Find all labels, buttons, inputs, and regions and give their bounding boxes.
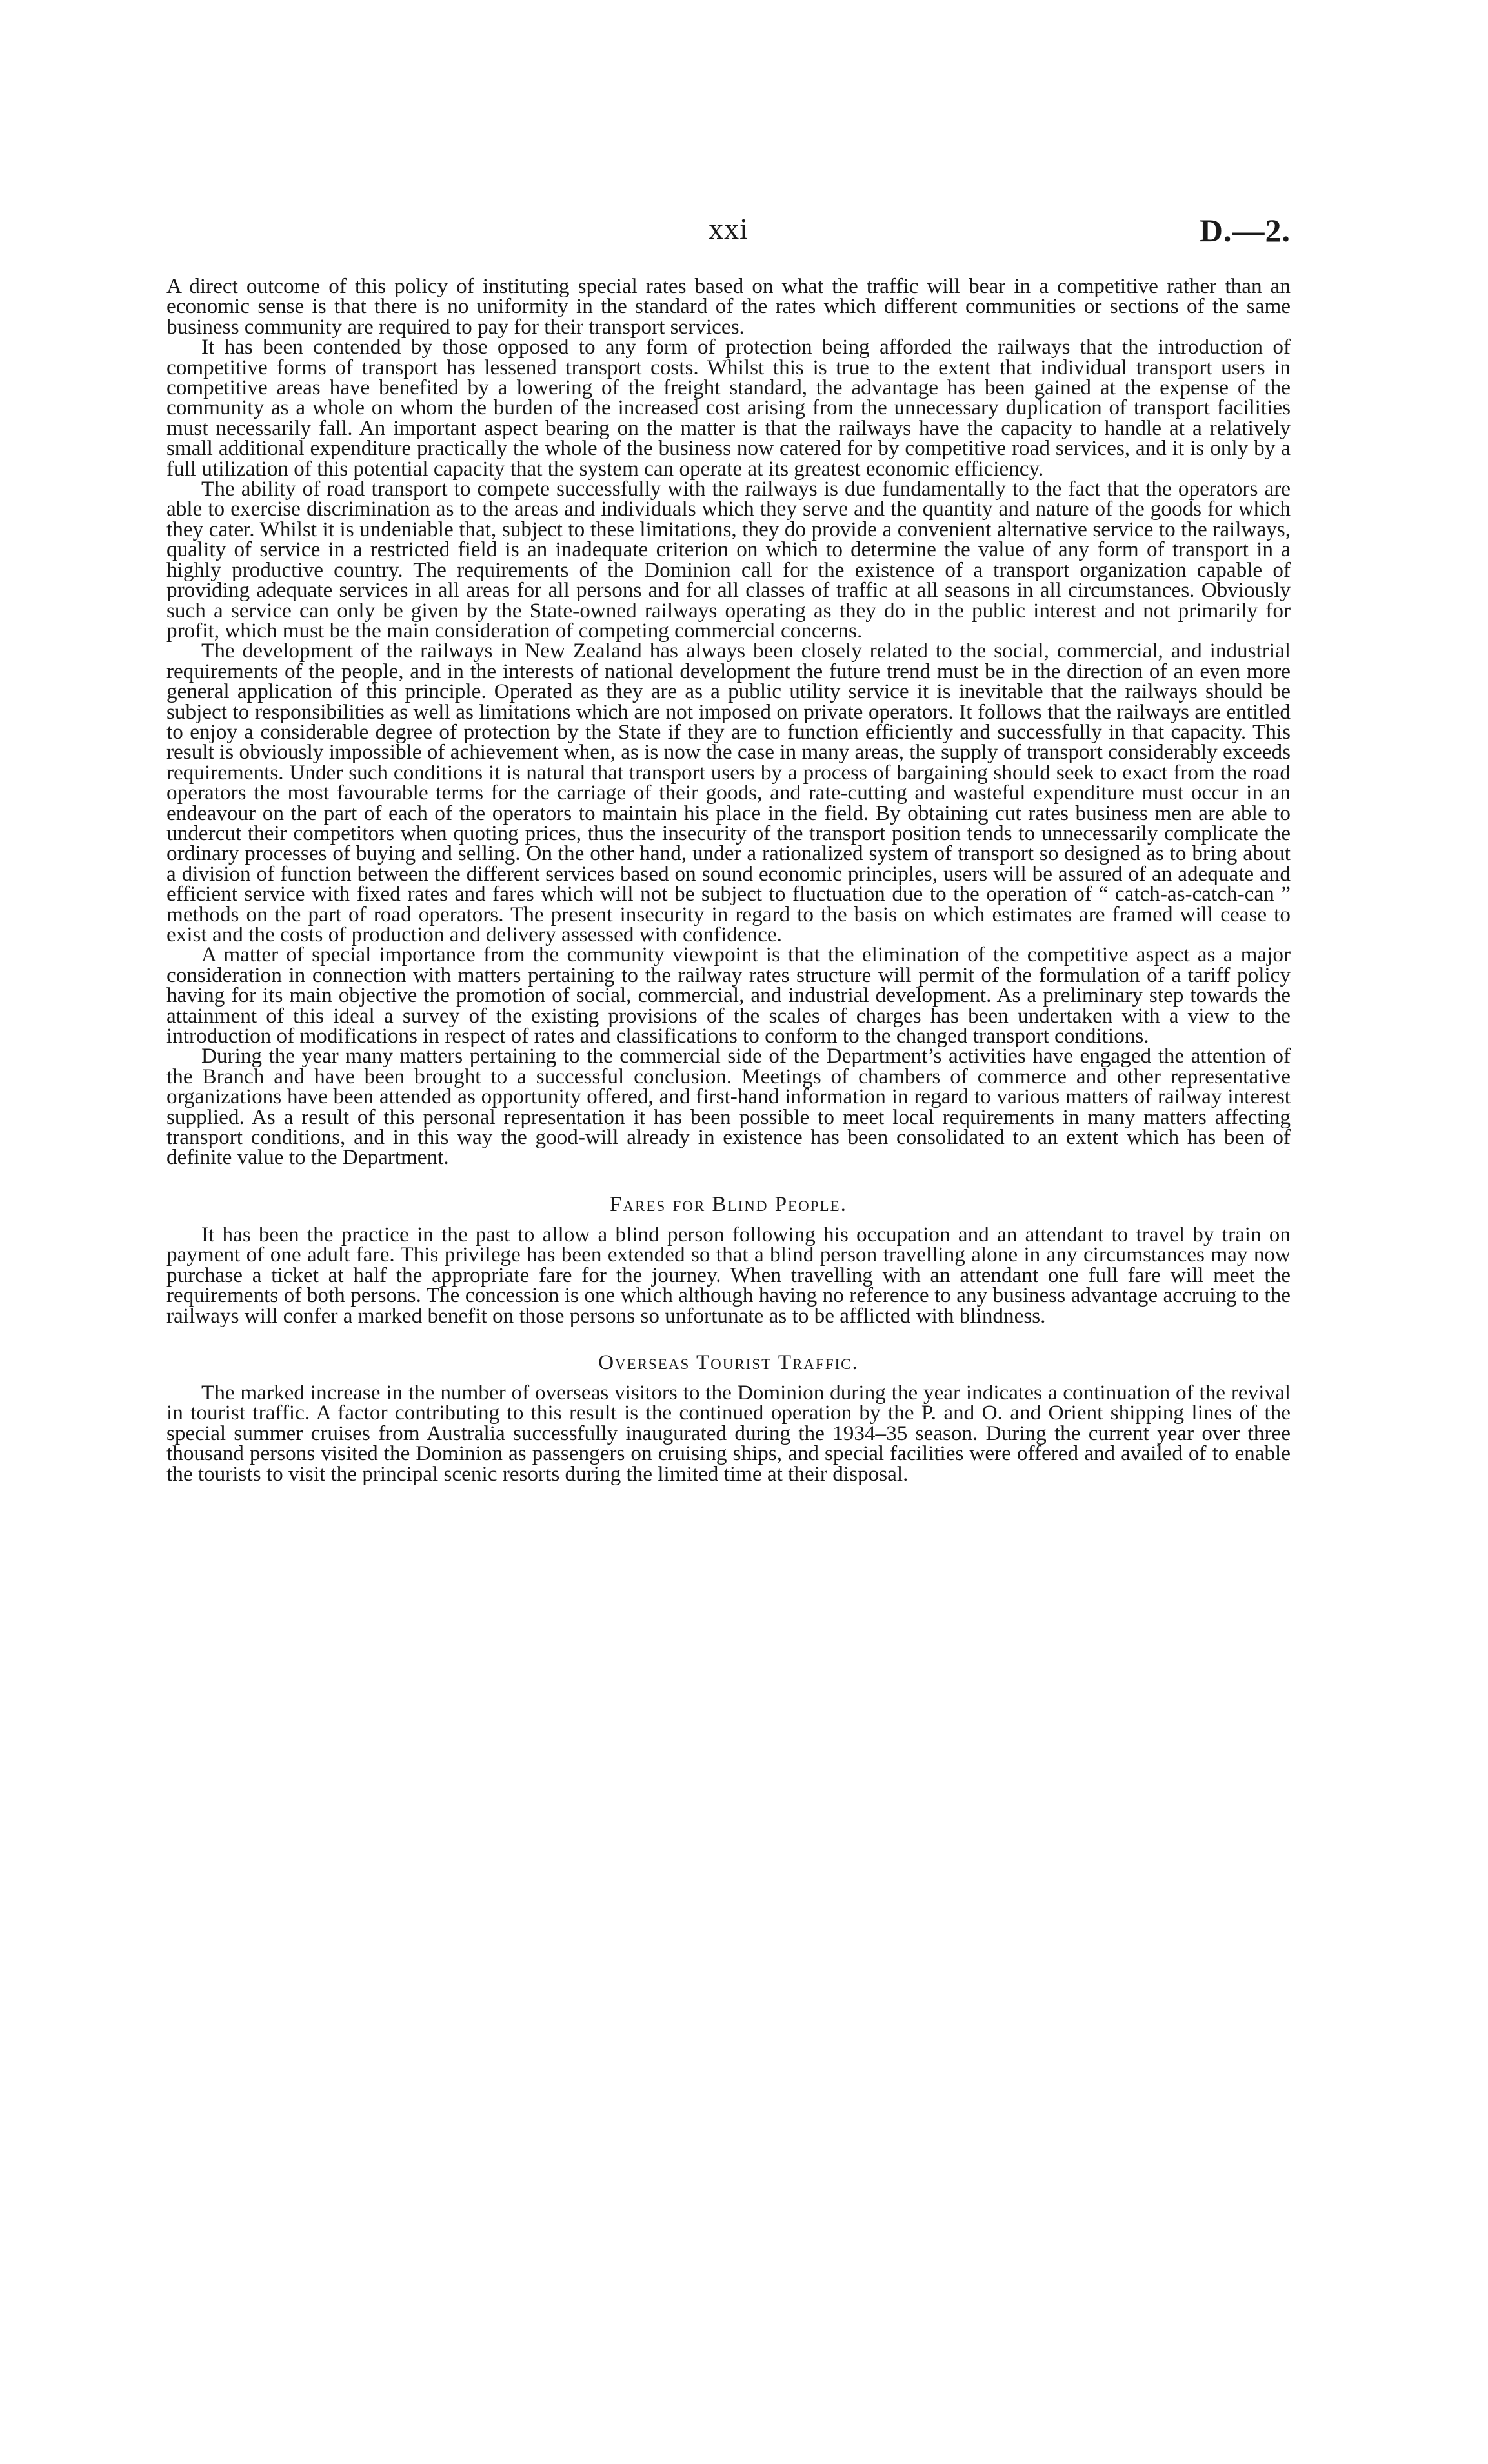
paragraph: It has been contended by those opposed to any form of protection being afforded the railways that the introduction of competitive forms of transport has lessened transport costs. Whilst this is true to the extent that individual transport users in competitive areas have benefited by a lowering of the freight standard, the advantage has been gained at the expense of the community as a whole on whom the burden of the increased cost arising from the unnecessary duplication of transport facilities must necessarily fall. An important aspect bearing on the matter is that the railways have the capacity to handle at a relatively small additional expenditure practically the whole of the business now catered for by competitive road services, and it is only by a full utilization of this potential capacity that the system can operate at its greatest economic efficiency. (166, 335, 1291, 481)
document-reference: D.—2. (1199, 212, 1291, 248)
paragraph: The development of the railways in New Zealand has always been closely related to the social, commercial, and industrial requirements of the people, and in the interests of national development the future trend must be in the direction of an even more general application of this principle. Operated as they are as a public utility service it is inevitable that the railways should be subject to responsibilities as well as limitations which are not imposed on private operators. It follows that the railways are entitled to enjoy a considerable degree of protection by the State if they are to function efficiently and successfully in that capacity. This result is obviously impossible of achievement when, as is now the case in many areas, the supply of transport considerably exceeds requirements. Under such conditions it is natural that transport users by a process of bargaining should seek to exact from the road operators the most favourable terms for the carriage of their goods, and rate-cutting and wasteful expenditure must occur in an endeavour on the part of each of the operators to maintain his place in the field. By obtaining cut rates business men are able to undercut their competitors when quoting prices, thus the insecurity of the transport position tends to unnecessarily complicate the ordinary processes of buying and selling. On the other hand, under a rationalized system of transport so designed as to bring about a division of function between the different services based on sound economic principles, users will be assured of an adequate and efficient service with fixed rates and fares which will not be subject to fluctuation due to the operation of “ catch-as-catch-can ” methods on the part of road operators. The present insecurity in regard to the basis on which estimates are framed will cease to exist and the costs of production and delivery assessed with confidence. (166, 639, 1291, 947)
section-heading-blind-fares: Fares for Blind People. (610, 1192, 847, 1216)
paragraph: The marked increase in the number of overseas visitors to the Dominion during the year indicates a continuation of the revival in tourist traffic. A factor contributing to this result is the continued operation by the P. and O. and Orient shipping lines of the special summer cruises from Australia successfully inaugurated during the 1934–35 season. During the current year over three thousand persons visited the Dominion as passengers on cruising ships, and special facilities were offered and availed of to enable the tourists to visit the principal scenic resorts during the limited time at their disposal. (166, 1380, 1291, 1486)
paragraph: The ability of road transport to compete successfully with the railways is due fundamentally to the fact that the operators are able to exercise discrimination as to the areas and individuals which they serve and the quantity and nature of the goods for which they cater. Whilst it is undeniable that, subject to these limitations, they do provide a convenient alternative service to the railways, quality of service in a restricted field is an inadequate criterion on which to determine the value of any form of transport in a highly productive country. The requirements of the Dominion call for the existence of a transport organization capable of providing adequate services in all areas for all persons and for all classes of traffic at all seasons in all circumstances. Obviously such a service can only be given by the State-owned railways operating as they do in the public interest and not primarily for profit, which must be the main consideration of competing commercial concerns. (166, 477, 1291, 643)
page-number: xxi (709, 212, 749, 245)
paragraph: It has been the practice in the past to allow a blind person following his occupation and an attendant to travel by train on payment of one adult fare. This privilege has been extended so that a blind person travelling alone in any circumstances may now purchase a ticket at half the appropriate fare for the journey. When travelling with an attendant one full fare will meet the requirements of both persons. The concession is one which although having no reference to any business advantage accruing to the railways will confer a marked benefit on those persons so unfortunate as to be afflicted with blindness. (166, 1222, 1291, 1328)
paragraph: A direct outcome of this policy of instituting special rates based on what the traffic will bear in a competitive rather than an economic sense is that there is no uniformity in the standard of the rates which different communities or sections of the same business community are required to pay for their transport services. (166, 274, 1291, 339)
section-heading-tourist-traffic: Overseas Tourist Traffic. (598, 1350, 859, 1374)
paragraph: During the year many matters pertaining to the commercial side of the Department’s activities have engaged the attention of the Branch and have been brought to a successful conclusion. Meetings of chambers of commerce and other representative organizations have been attended as opportunity offered, and first-hand information in regard to various matters of railway interest supplied. As a result of this personal representation it has been possible to meet local requirements in many matters affecting transport conditions, and in this way the good-will already in existence has been consolidated to an extent which has been of definite value to the Department. (166, 1044, 1291, 1170)
page-header (166, 212, 1291, 250)
document-body (166, 276, 1291, 1484)
paragraph: A matter of special importance from the community viewpoint is that the elimination of the competitive aspect as a major consideration in connection with matters pertaining to the railway rates structure will permit of the formulation of a tariff policy having for its main objective the promotion of social, commercial, and industrial development. As a preliminary step towards the attainment of this ideal a survey of the existing provisions of the scales of charges has been undertaken with a view to the introduction of modifications in respect of rates and classifications to conform to the changed transport conditions. (166, 943, 1291, 1048)
